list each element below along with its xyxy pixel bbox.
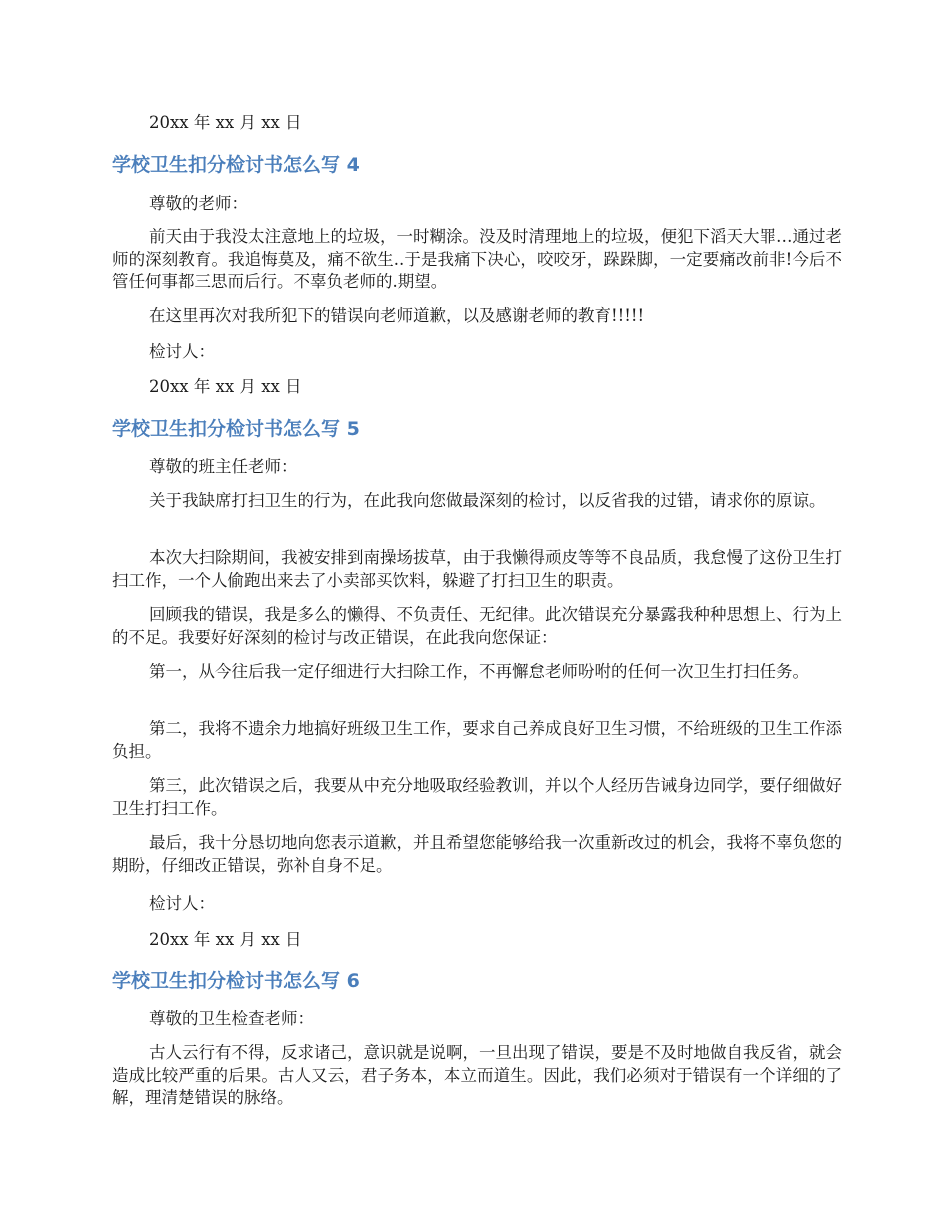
paragraph: 关于我缺席打扫卫生的行为，在此我向您做最深刻的检讨，以反省我的过错，请求你的原谅。 [149, 491, 826, 510]
salutation: 尊敬的班主任老师： [149, 457, 298, 476]
paragraph: 古人云行有不得，反求诸己，意识就是说啊，一旦出现了错误，要是不及时地做自我反省，就会造成比较严重的后果。古人又云，君子务本，本立而道生。因此，我们必须对于错误有一个详细的了解，理清楚错误的脉络。 [112, 1043, 842, 1107]
salutation: 尊敬的卫生检查老师： [149, 1009, 314, 1028]
paragraph: 第二，我将不遗余力地搞好班级卫生工作，要求自己养成良好卫生习惯，不给班级的卫生工作添负担。 [112, 719, 842, 761]
signer-line: 检讨人： [149, 894, 215, 913]
section-heading-5: 学校卫生扣分检讨书怎么写 5 [112, 418, 360, 440]
date-line: 20xx 年 xx 月 xx 日 [149, 377, 302, 396]
date-line: 20xx 年 xx 月 xx 日 [149, 930, 302, 949]
paragraph: 最后，我十分恳切地向您表示道歉，并且希望您能够给我一次重新改过的机会，我将不辜负您的期盼，仔细改正错误，弥补自身不足。 [112, 833, 842, 875]
paragraph: 回顾我的错误，我是多么的懒得、不负责任、无纪律。此次错误充分暴露我种种思想上、行为上的不足。我要好好深刻的检讨与改正错误，在此我向您保证： [112, 605, 842, 647]
signer-line: 检讨人： [149, 342, 215, 361]
paragraph: 本次大扫除期间，我被安排到南操场拔草，由于我懒得顽皮等等不良品质，我怠慢了这份卫生打扫工作，一个人偷跑出来去了小卖部买饮料，躲避了打扫卫生的职责。 [112, 548, 842, 590]
date-line: 20xx 年 xx 月 xx 日 [149, 113, 302, 132]
paragraph: 第三，此次错误之后，我要从中充分地吸取经验教训，并以个人经历告诫身边同学，要仔细做好卫生打扫工作。 [112, 776, 842, 818]
section-heading-4: 学校卫生扣分检讨书怎么写 4 [112, 154, 360, 176]
paragraph: 在这里再次对我所犯下的错误向老师道歉，以及感谢老师的教育!!!!! [149, 306, 645, 325]
paragraph: 第一，从今往后我一定仔细进行大扫除工作，不再懈怠老师吩咐的任何一次卫生打扫任务。 [149, 662, 809, 681]
paragraph: 前天由于我没太注意地上的垃圾，一时糊涂。没及时清理地上的垃圾，便犯下滔天大罪…通过老师的深刻教育。我追悔莫及，痛不欲生..于是我痛下决心，咬咬牙，跺跺脚，一定要痛改前非!今后不管任何事都三思而后行。不辜负老师的.期望。 [112, 227, 842, 291]
salutation: 尊敬的老师： [149, 194, 248, 213]
section-heading-6: 学校卫生扣分检讨书怎么写 6 [112, 970, 360, 992]
